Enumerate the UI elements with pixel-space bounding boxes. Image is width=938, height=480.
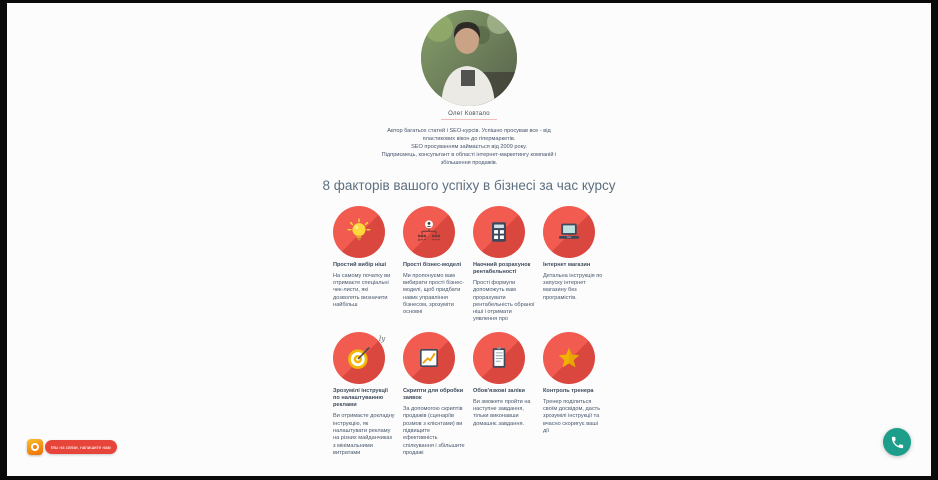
feature-title: Прості бізнес-моделі [403,261,462,268]
clipboard-icon [485,344,513,372]
feature-circle [473,332,525,384]
feature-text: На самому початку ви отримаєте спеціальні чек-листи, які дозволять визначити найбільш [333,272,391,308]
feature-circle [403,206,455,258]
feature-title: Скрипти для обробки заявок [403,387,464,401]
feature-title: Зрозумілі інструкції по налаштуванню реклами [333,387,388,409]
feature-text: Ви отримаєте докладну інструкцію, як налаштувати рекламу на різних майданчиках з мінімальними витратами [333,413,395,456]
chat-message-bubble[interactable]: Мы на связи, напишите нам [45,440,117,454]
chat-logo-ring [31,443,39,451]
feature-sales-scripts [403,332,465,457]
feature-ads-setup [333,332,395,457]
feature-circle [403,332,455,384]
bio-line: SEO просуванням займається від 2009 року. [411,144,527,151]
features-grid [7,206,931,458]
feature-online-store [543,206,605,324]
feature-title: Контроль тренера [543,387,594,394]
feature-text: Ви зможете пройти на наступне завдання, тільки виконавши домашнє завдання. [473,398,531,427]
feature-circle [333,332,385,384]
feature-mandatory-tests [473,332,535,457]
feature-title: Простий вибір ніші [333,261,387,268]
page [7,3,931,476]
feature-text: За допомогою скриптів продажів (сценаріїв розмов з клієнтами) ви підвищите ефективність спілкування і збільшите продажі [403,406,465,456]
chat-logo-icon[interactable] [27,439,43,455]
lightbulb-icon [345,218,373,246]
feature-text: Детальна інструкція по запуску інтернет магазину без програмістів. [543,272,603,301]
feature-profitability [473,206,535,324]
star-icon [555,344,583,372]
org-chart-icon [415,218,443,246]
feature-title: Інтернет магазин [543,261,591,268]
call-button[interactable] [883,428,911,456]
bio-line: Автор багатьох статей і SEO-курсів. Успішно просував все - від [387,128,551,134]
feature-circle [333,206,385,258]
bio-line: збільшення продажів. [440,160,498,167]
target-icon [345,344,373,372]
profile-photo [421,10,517,106]
feature-title: Обов'язкові заліки [473,387,525,394]
name-underline [441,119,497,120]
feature-circle [543,206,595,258]
chat-widget[interactable] [27,439,117,455]
stray-mark: ly [379,334,386,343]
laptop-icon [555,218,583,246]
feature-text: Тренер поділиться своїм досвідом, дасть зрозумілі інструкції та вчасно скоригує ваші дії [543,398,601,434]
profile-bio [7,127,931,168]
profile-name: Олег Ковтало [448,111,490,117]
bio-line: Підприємець, консультант в області інтернет-маркетингу компаній і [381,152,557,159]
feature-circle [543,332,595,384]
page-title: 8 факторів вашого успіху в бізнесі за час курсу [322,177,616,193]
chart-icon [415,344,443,372]
feature-text: Ми пропонуємо вам вибирати прості бізнес-моделі, щоб придбати навик управління бізнесом, зрозуміти основні [403,272,465,316]
feature-circle [473,206,525,258]
feature-business-models [403,206,465,324]
feature-text: Прості формули допоможуть вам прорахувати рентабельність обраної ніші і отримати уявлення про [473,280,535,323]
feature-title: Наочний розрахунок рентабельності [473,261,531,275]
calculator-icon [485,218,513,246]
bio-line: пластикових вікон до гіпермаркетів. [422,136,516,143]
feature-niche-choice [333,206,395,324]
phone-icon [890,435,905,450]
feature-trainer-control [543,332,605,457]
profile-photo-illustration [421,10,517,106]
